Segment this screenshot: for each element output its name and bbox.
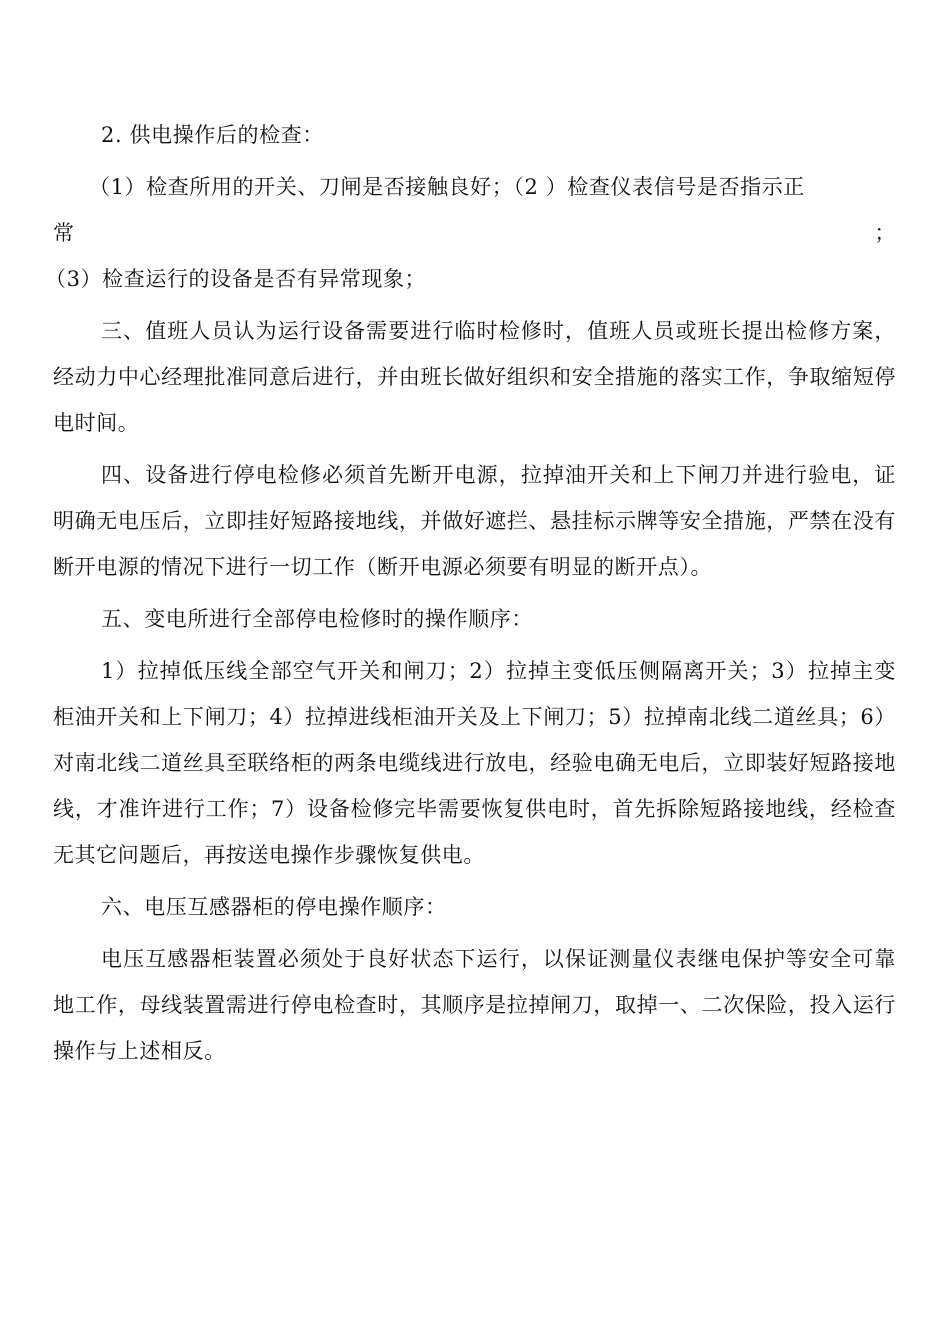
section-2-heading: 2. 供电操作后的检查：: [101, 123, 324, 147]
checks-line-1: （1）检查所用的开关、刀闸是否接触良好；（2 ）检查仪表信号是否指示正: [89, 175, 805, 199]
checks-line-2-right: ；: [874, 221, 896, 245]
paragraph-six-body: 电压互感器柜装置必须处于良好状态下运行，以保证测量仪表继电保护等安全可靠地工作，母线装置需进行停电检查时，其顺序是拉掉闸刀，取掉一、二次保险，投入运行操作与上述相反。: [53, 947, 896, 1063]
paragraph-six-heading: 六、电压互感器柜的停电操作顺序：: [101, 895, 447, 919]
post-power-checks: [45, 164, 896, 302]
checks-line-2-left: 常: [53, 221, 75, 245]
paragraph-three: 三、值班人员认为运行设备需要进行临时检修时，值班人员或班长提出检修方案，经动力中心经理批准同意后进行，并由班长做好组织和安全措施的落实工作，争取缩短停电时间。: [53, 319, 896, 435]
checks-line-2: [53, 210, 896, 256]
paragraph-four: 四、设备进行停电检修必须首先断开电源，拉掉油开关和上下闸刀并进行验电，证明确无电压后，立即挂好短路接地线，并做好遮拦、悬挂标示牌等安全措施，严禁在没有断开电源的情况下进行一切工作（断开电源必须要有明显的断开点）。: [53, 463, 896, 579]
paragraph-five-heading: 五、变电所进行全部停电检修时的操作顺序：: [101, 607, 533, 631]
document-page: [45, 112, 896, 1080]
checks-line-3: （3）检查运行的设备是否有异常现象；: [45, 267, 427, 291]
paragraph-five-body: 1）拉掉低压线全部空气开关和闸刀；2）拉掉主变低压侧隔离开关；3）拉掉主变柜油开关和上下闸刀；4）拉掉进线柜油开关及上下闸刀；5）拉掉南北线二道丝具；6）对南北线二道丝具至联络柜的两条电缆线进行放电，经验电确无电后，立即装好短路接地线，才准许进行工作；7）设备检修完毕需要恢复供电时，首先拆除短路接地线，经检查无其它问题后，再按送电操作步骤恢复供电。: [53, 659, 896, 867]
